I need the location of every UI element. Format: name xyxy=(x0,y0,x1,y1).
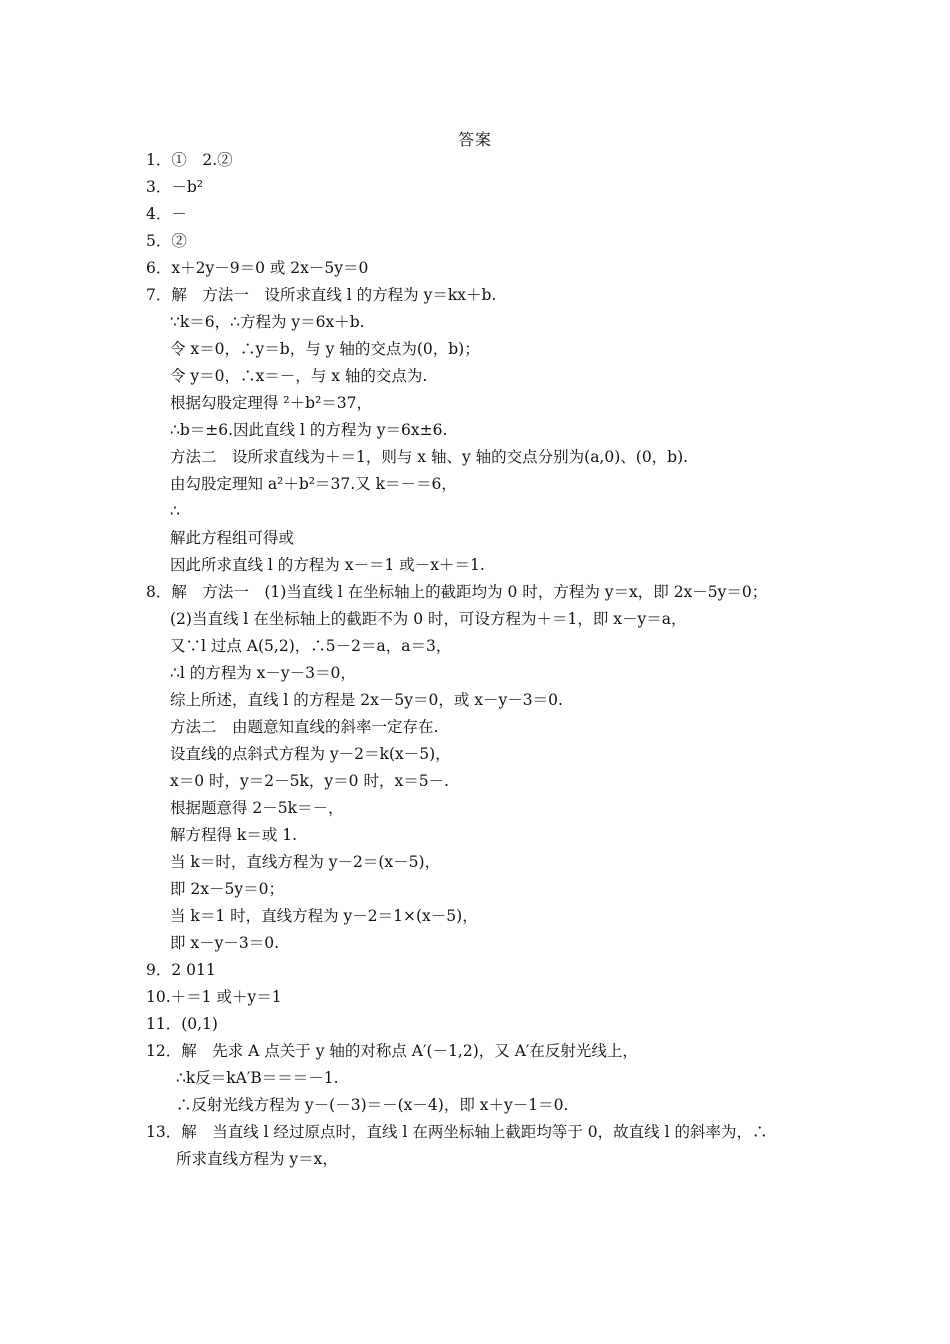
answer-line: ∴l 的方程为 x－y－3＝0， xyxy=(170,664,356,682)
answer-line: 解方程得 k＝或 1. xyxy=(170,826,298,844)
answer-line: 根据题意得 2－5k＝－， xyxy=(170,799,344,817)
answer-line: x＝0 时，y＝2－5k，y＝0 时，x＝5－. xyxy=(170,772,449,790)
answer-line: 综上所述，直线 l 的方程是 2x－5y＝0，或 x－y－3＝0. xyxy=(170,691,563,709)
answer-line: 13．解 当直线 l 经过原点时，直线 l 在两坐标轴上截距均等于 0，故直线 l 的斜率为，∴ xyxy=(146,1123,768,1141)
answer-line: 即 2x－5y＝0； xyxy=(170,880,285,898)
answer-line: ∴ xyxy=(170,502,180,520)
answer-line: 所求直线方程为 y＝x， xyxy=(176,1150,338,1168)
answer-line: 解此方程组可得或 xyxy=(170,529,295,547)
answer-line: 即 x－y－3＝0. xyxy=(170,934,280,952)
answer-line: 9．2 011 xyxy=(146,961,216,979)
answer-line: 方法二 设所求直线为＋＝1，则与 x 轴、y 轴的交点分别为(a,0)、(0，b). xyxy=(170,448,689,466)
answer-line: 令 y＝0，∴x＝－，与 x 轴的交点为. xyxy=(170,367,428,385)
answer-line: 由勾股定理知 a²＋b²＝37.又 k＝－＝6， xyxy=(170,475,457,493)
answer-line: 7．解 方法一 设所求直线 l 的方程为 y＝kx＋b. xyxy=(146,286,497,304)
answer-line: ∴k反＝kA′B＝＝＝－1. xyxy=(176,1069,339,1087)
answer-line: 3．－b² xyxy=(146,178,203,196)
answer-line: 因此所求直线 l 的方程为 x－＝1 或－x＋＝1. xyxy=(170,556,485,574)
answer-line: (2)当直线 l 在坐标轴上的截距不为 0 时，可设方程为＋＝1，即 x－y＝a， xyxy=(170,610,687,628)
answer-line: 又∵l 过点 A(5,2)，∴5－2＝a，a＝3， xyxy=(170,637,452,655)
answer-line: 当 k＝时，直线方程为 y－2＝(x－5)， xyxy=(170,853,441,871)
answer-line: 当 k＝1 时，直线方程为 y－2＝1×(x－5)， xyxy=(170,907,478,925)
answer-line: 1．① 2.② xyxy=(146,151,233,169)
answer-line: 6．x＋2y－9＝0 或 2x－5y＝0 xyxy=(146,259,369,277)
answer-line: 5．② xyxy=(146,232,187,250)
answer-line: 4．－ xyxy=(146,205,187,223)
answer-line: 8．解 方法一 (1)当直线 l 在坐标轴上的截距均为 0 时，方程为 y＝x，即 2x－5y＝0； xyxy=(146,583,768,601)
answer-line: ∵k＝6，∴方程为 y＝6x＋b. xyxy=(170,313,365,331)
page-title: 答案 xyxy=(457,130,492,149)
answer-line: 11．(0,1) xyxy=(146,1015,218,1033)
answer-line: 设直线的点斜式方程为 y－2＝k(x－5)， xyxy=(170,745,451,763)
answer-line: 根据勾股定理得 ²＋b²＝37， xyxy=(170,394,373,412)
answer-line: ∴b＝±6.因此直线 l 的方程为 y＝6x±6. xyxy=(170,421,448,439)
answer-line: 方法二 由题意知直线的斜率一定存在. xyxy=(170,718,439,736)
answer-line: 10.＋＝1 或＋y＝1 xyxy=(146,988,282,1006)
answer-line: 令 x＝0，∴y＝b，与 y 轴的交点为(0，b)； xyxy=(170,340,480,358)
answer-line: ∴反射光线方程为 y－(－3)＝－(x－4)，即 x＋y－1＝0. xyxy=(176,1096,569,1114)
answer-line: 12．解 先求 A 点关于 y 轴的对称点 A′(－1,2)，又 A′在反射光线上， xyxy=(146,1042,638,1060)
